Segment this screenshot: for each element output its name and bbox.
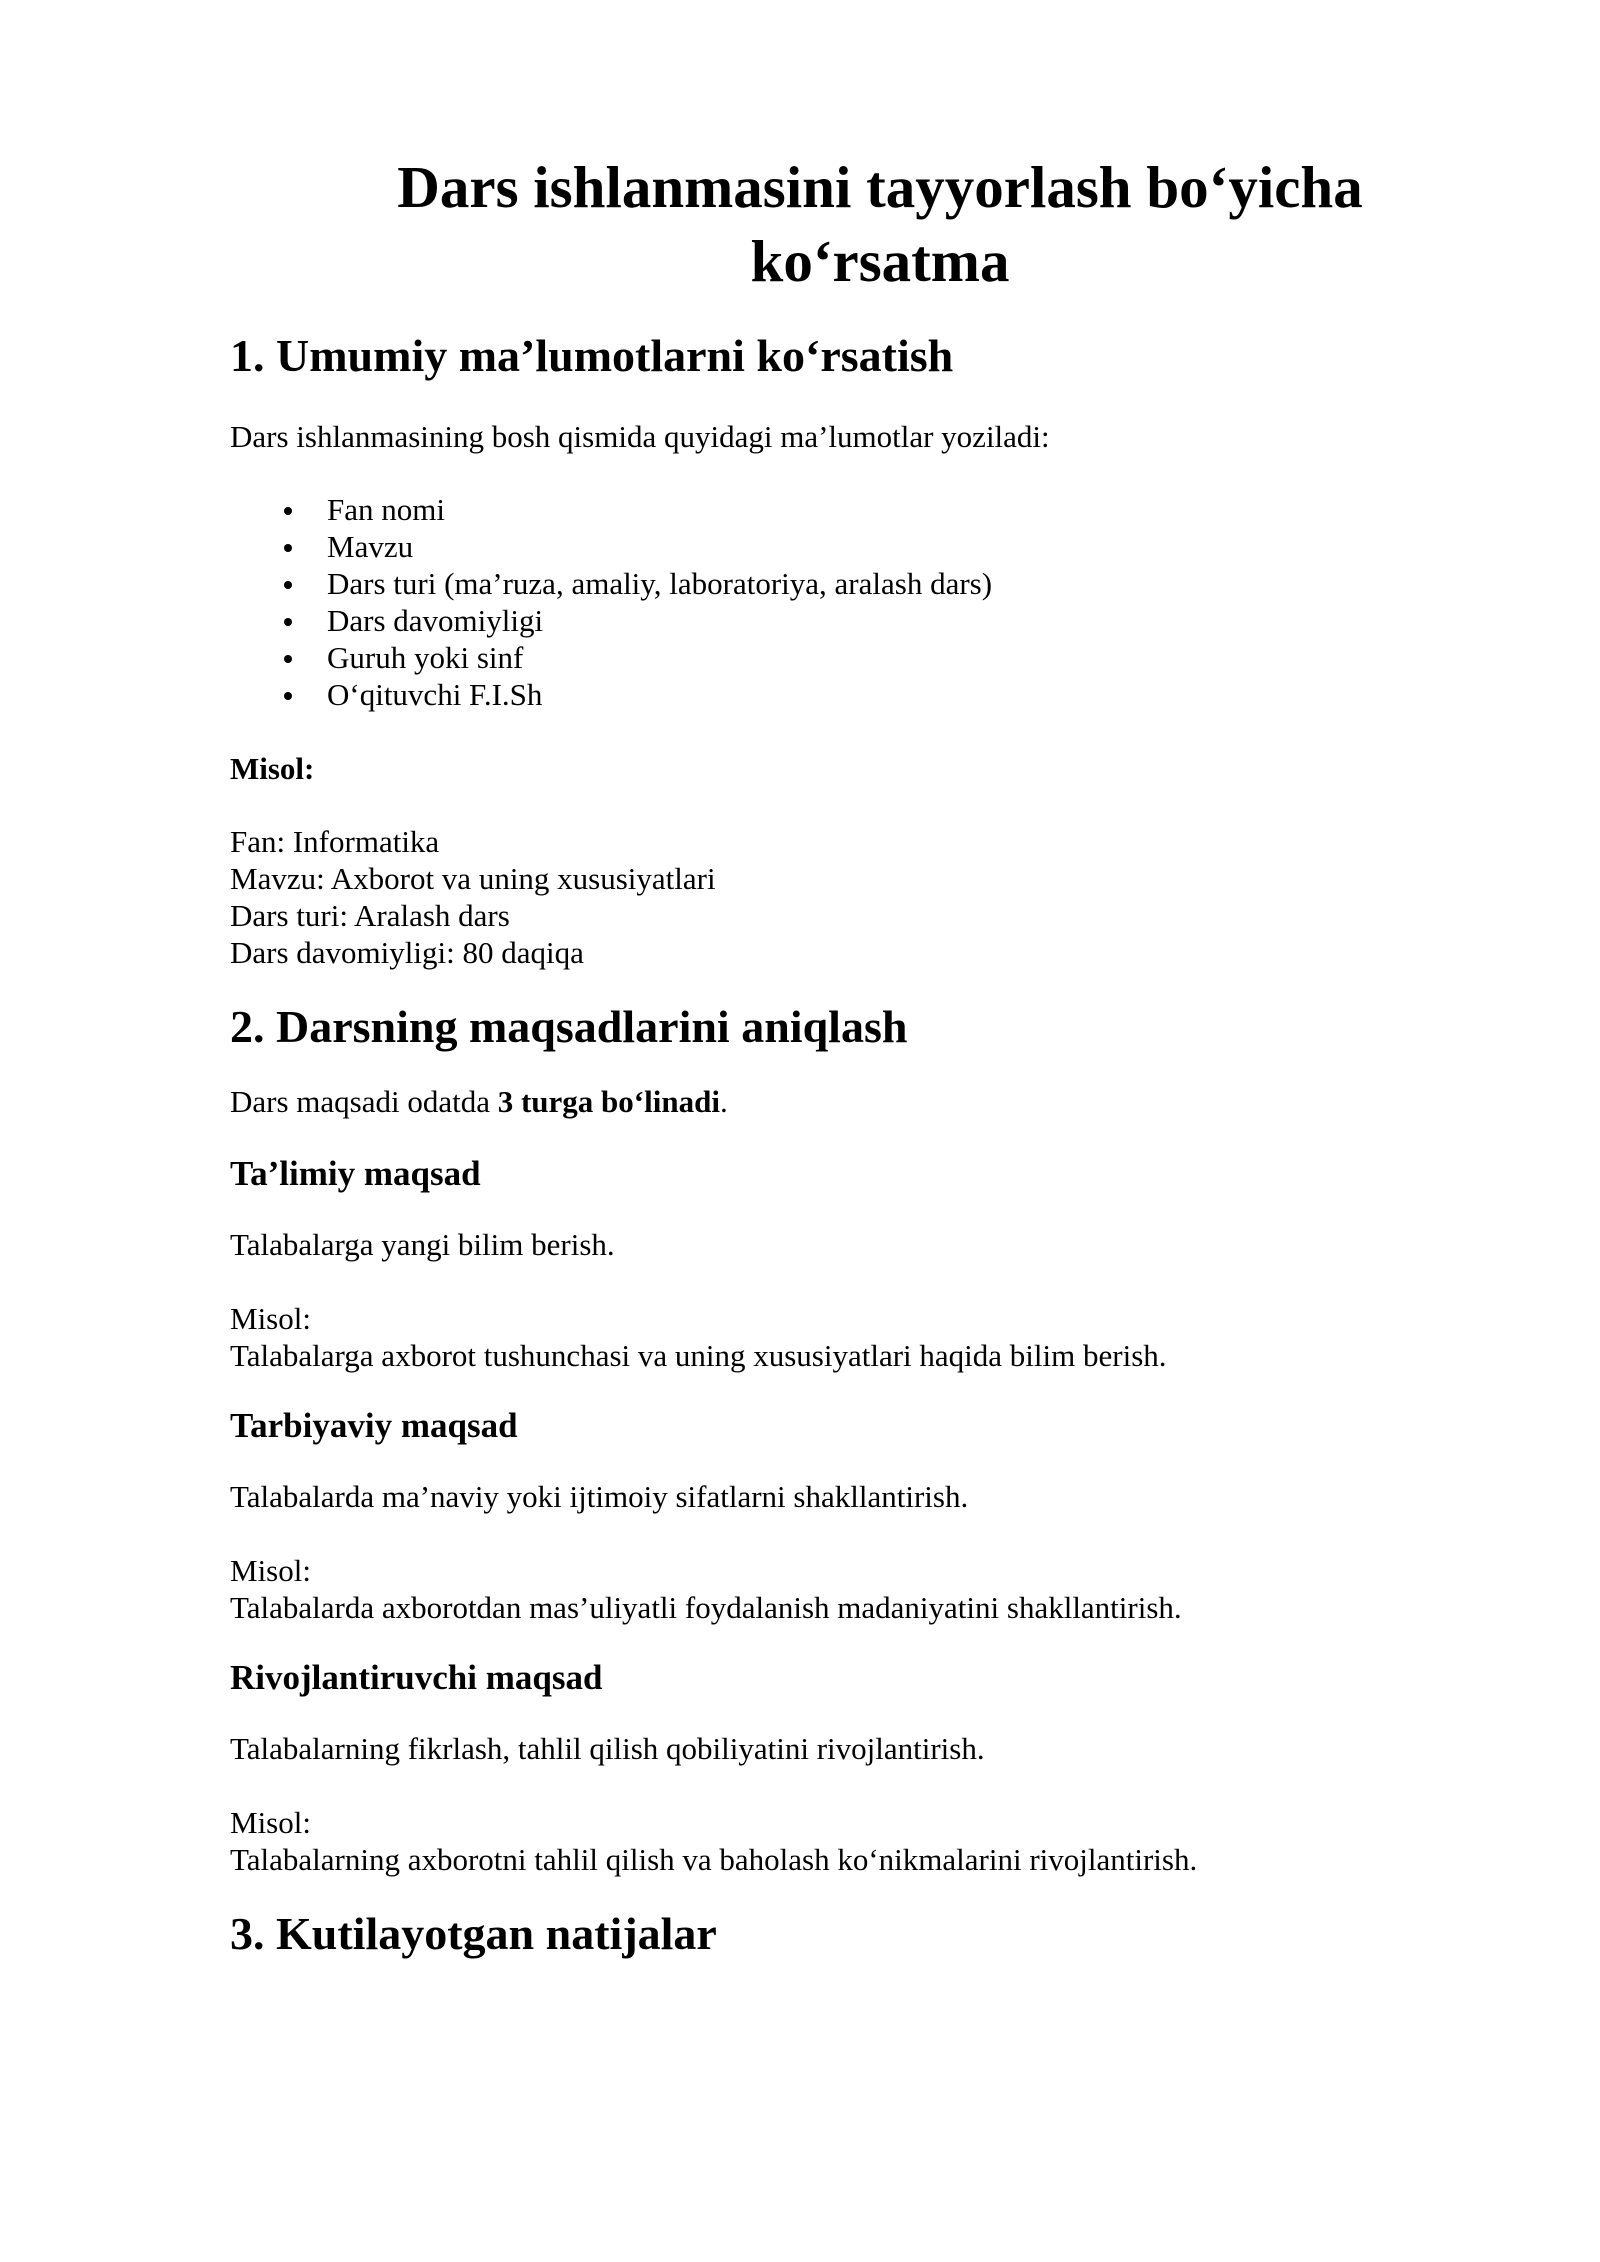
section-1-heading: 1. Umumiy ma’lumotlarni ko‘rsatish	[230, 330, 954, 381]
goal-text: Talabalarda ma’naviy yoki ijtimoiy sifatlarni shakllantirish.	[230, 1479, 969, 1514]
goal-example-label: Misol:	[230, 1301, 311, 1336]
goal-example: Talabalarning axborotni tahlil qilish va baholash ko‘nikmalarini rivojlantirish.	[230, 1842, 1198, 1877]
list-item: Dars davomiyligi	[327, 602, 1410, 639]
section-3-heading: 3. Kutilayotgan natijalar	[230, 1908, 717, 1959]
info-list	[230, 491, 1410, 713]
example-line: Dars turi: Aralash dars	[230, 898, 510, 933]
title-line-1: Dars ishlanmasini tayyorlash bo‘yicha	[397, 154, 1363, 220]
section-2-intro: Dars maqsadi odatda 3 turga bo‘linadi.	[230, 1084, 728, 1119]
document-page	[230, 150, 1410, 1962]
goal-example: Talabalarga axborot tushunchasi va uning xususiyatlari haqida bilim berish.	[230, 1338, 1167, 1373]
example-line: Dars davomiyligi: 80 daqiqa	[230, 935, 584, 970]
list-item: O‘qituvchi F.I.Sh	[327, 676, 1410, 713]
list-item: Fan nomi	[327, 491, 1410, 528]
section-2-heading: 2. Darsning maqsadlarini aniqlash	[230, 1001, 908, 1052]
list-item: Dars turi (ma’ruza, amaliy, laboratoriya, aralash dars)	[327, 565, 1410, 602]
goal-example: Talabalarda axborotdan mas’uliyatli foydalanish madaniyatini shakllantirish.	[230, 1590, 1182, 1625]
goal-heading: Tarbiyaviy maqsad	[230, 1406, 518, 1445]
list-item: Mavzu	[327, 528, 1410, 565]
list-item: Guruh yoki sinf	[327, 639, 1410, 676]
title-line-2: ko‘rsatma	[750, 228, 1010, 294]
example-line: Mavzu: Axborot va uning xususiyatlari	[230, 861, 716, 896]
example-line: Fan: Informatika	[230, 824, 440, 859]
section-1-intro: Dars ishlanmasining bosh qismida quyidagi ma’lumotlar yoziladi:	[230, 419, 1050, 454]
example-label: Misol:	[230, 751, 315, 786]
goal-example-label: Misol:	[230, 1553, 311, 1588]
example-block	[230, 823, 1410, 971]
goal-text: Talabalarning fikrlash, tahlil qilish qobiliyatini rivojlantirish.	[230, 1731, 985, 1766]
document-title	[325, 150, 1435, 298]
goal-heading: Rivojlantiruvchi maqsad	[230, 1658, 603, 1697]
goal-heading: Ta’limiy maqsad	[230, 1154, 481, 1193]
goal-example-label: Misol:	[230, 1805, 311, 1840]
goal-text: Talabalarga yangi bilim berish.	[230, 1227, 615, 1262]
